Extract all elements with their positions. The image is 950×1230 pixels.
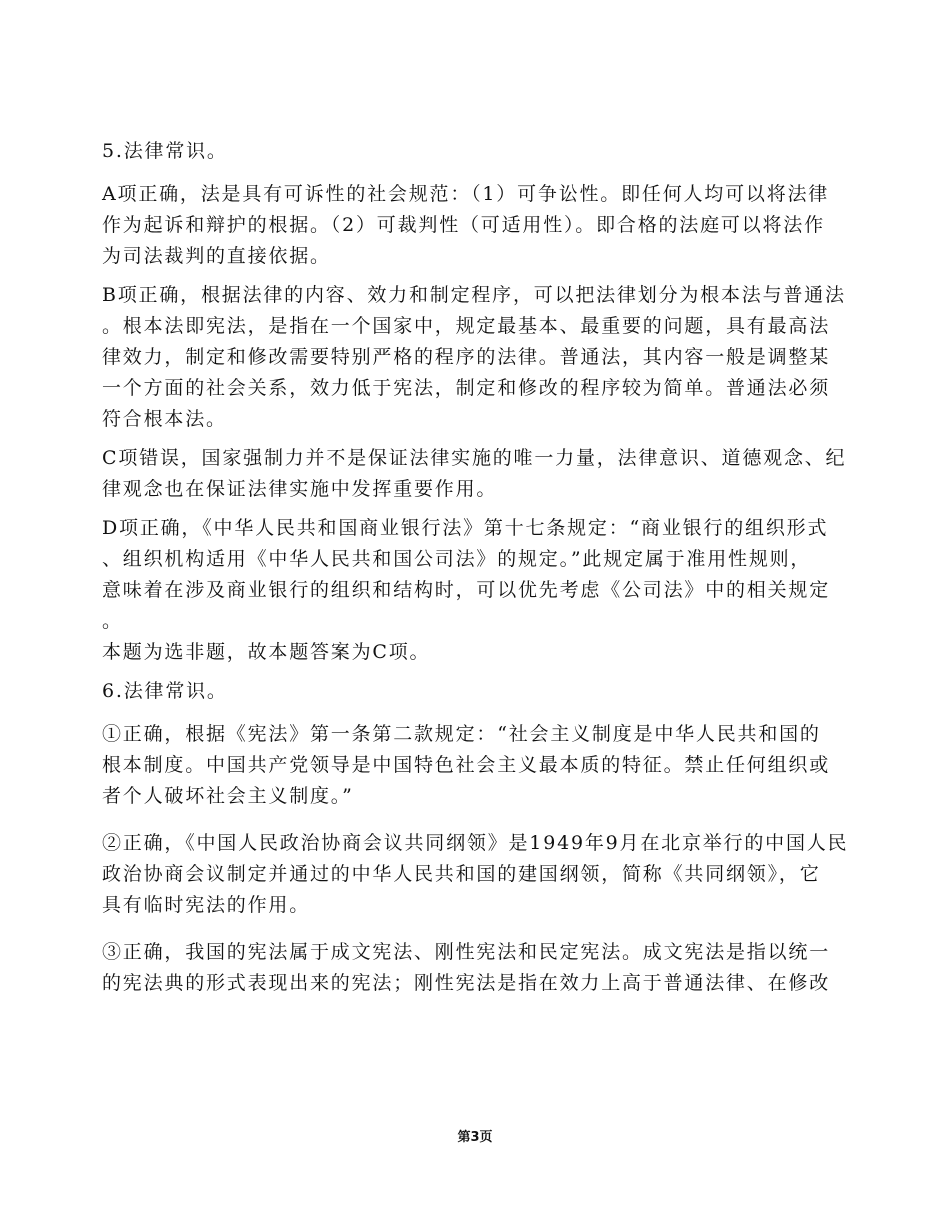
text-line: 律效力，制定和修改需要特别严格的程序的法律。普通法，其内容一般是调整某 bbox=[102, 346, 831, 368]
section-heading: 5.法律常识。 bbox=[102, 140, 228, 162]
paragraph-option-b bbox=[102, 280, 860, 435]
section-6 bbox=[102, 676, 860, 999]
text-line: 意味着在涉及商业银行的组织和结构时，可以优先考虑《公司法》中的相关规定 bbox=[102, 579, 831, 601]
text-line: 作为起诉和辩护的根据。（2）可裁判性（可适用性）。即合格的法庭可以将法作 bbox=[102, 214, 825, 236]
text-line: 者个人破坏社会主义制度。” bbox=[102, 785, 354, 807]
section-heading: 6.法律常识。 bbox=[102, 680, 228, 702]
text-line: 一个方面的社会关系，效力低于宪法，制定和修改的程序较为简单。普通法必须 bbox=[102, 377, 831, 399]
text-line: 符合根本法。 bbox=[102, 408, 227, 430]
text-line: ①正确，根据《宪法》第一条第二款规定：“社会主义制度是中华人民共和国的 bbox=[102, 723, 821, 745]
paragraph-option-c bbox=[102, 443, 860, 505]
text-line: A项正确，法是具有可诉性的社会规范：（1）可争讼性。即任何人均可以将法律 bbox=[102, 183, 830, 205]
text-line: 、组织机构适用《中华人民共和国公司法》的规定。”此规定属于准用性规则， bbox=[102, 548, 812, 570]
text-line: ③正确，我国的宪法属于成文宪法、刚性宪法和民定宪法。成文宪法是指以统一 bbox=[102, 941, 831, 963]
section-5 bbox=[102, 136, 860, 668]
paragraph-item-3 bbox=[102, 937, 860, 999]
text-line: ②正确，《中国人民政治协商会议共同纲领》是1949年9月在北京举行的中国人民 bbox=[102, 832, 849, 854]
text-line: 根本制度。中国共产党领导是中国特色社会主义最本质的特征。禁止任何组织或 bbox=[102, 754, 831, 776]
paragraph-option-d bbox=[102, 513, 860, 637]
text-line: D项正确，《中华人民共和国商业银行法》第十七条规定：“商业银行的组织形式 bbox=[102, 517, 829, 539]
paragraph-item-2 bbox=[102, 828, 860, 921]
text-line: 的宪法典的形式表现出来的宪法；刚性宪法是指在效力上高于普通法律、在修改 bbox=[102, 972, 831, 994]
text-line: B项正确，根据法律的内容、效力和制定程序，可以把法律划分为根本法与普通法 bbox=[102, 284, 846, 306]
text-line: 政治协商会议制定并通过的中华人民共和国的建国纲领，简称《共同纲领》，它 bbox=[102, 863, 821, 885]
page-number: 第3页 bbox=[457, 1130, 493, 1145]
text-line: 律观念也在保证法律实施中发挥重要作用。 bbox=[102, 478, 498, 500]
text-line: 。根本法即宪法，是指在一个国家中，规定最基本、最重要的问题，具有最高法 bbox=[102, 315, 831, 337]
paragraph-item-1 bbox=[102, 719, 860, 812]
text-line: 。 bbox=[102, 610, 123, 632]
text-line: 具有临时宪法的作用。 bbox=[102, 894, 311, 916]
document-body bbox=[102, 136, 860, 999]
paragraph-option-a bbox=[102, 179, 860, 272]
text-line: 为司法裁判的直接依据。 bbox=[102, 245, 331, 267]
text-line: C项错误，国家强制力并不是保证法律实施的唯一力量，法律意识、道德观念、纪 bbox=[102, 447, 847, 469]
answer-line: 本题为选非题，故本题答案为C项。 bbox=[102, 641, 431, 663]
